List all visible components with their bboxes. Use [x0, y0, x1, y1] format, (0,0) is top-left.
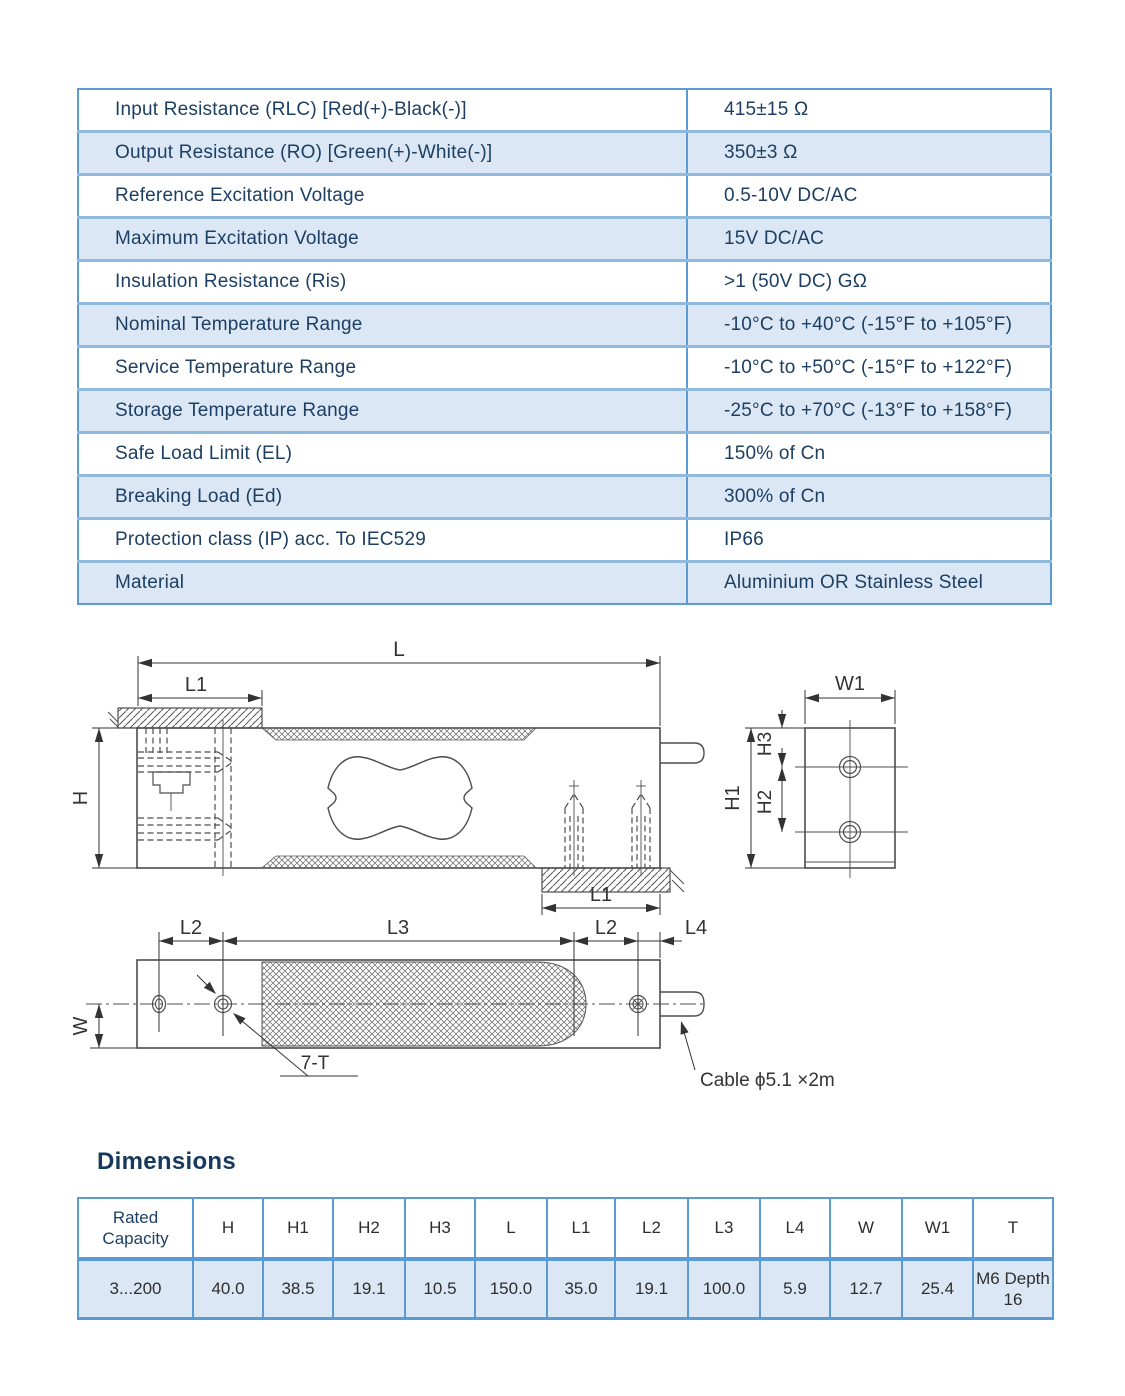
spec-value: 0.5-10V DC/AC: [687, 175, 1051, 218]
spec-value: -10°C to +50°C (-15°F to +122°F): [687, 347, 1051, 390]
column-header: L3: [688, 1198, 760, 1259]
table-row: [78, 519, 1051, 562]
dim-label-L1-bottom: L1: [589, 884, 613, 906]
spec-label: Safe Load Limit (EL): [78, 433, 687, 476]
table-row: [78, 390, 1051, 433]
dim-label-H3: H3: [755, 731, 776, 757]
dimension-value: 19.1: [615, 1259, 688, 1319]
spec-label: Material: [78, 562, 687, 605]
dim-label-W: W: [70, 1016, 92, 1036]
dimension-value: 3...200: [78, 1259, 193, 1319]
dimension-value: 150.0: [475, 1259, 547, 1319]
column-header: T: [973, 1198, 1053, 1259]
spec-table: [77, 88, 1052, 605]
spec-value: 15V DC/AC: [687, 218, 1051, 261]
column-header: H: [193, 1198, 263, 1259]
dimension-value: 5.9: [760, 1259, 830, 1319]
dimensions-heading: Dimensions: [97, 1148, 237, 1175]
spec-value: IP66: [687, 519, 1051, 562]
table-row: [78, 347, 1051, 390]
column-header: H2: [333, 1198, 405, 1259]
spec-label: Insulation Resistance (Ris): [78, 261, 687, 304]
spec-value: Aluminium OR Stainless Steel: [687, 562, 1051, 605]
spec-value: -25°C to +70°C (-13°F to +158°F): [687, 390, 1051, 433]
dimension-value: 19.1: [333, 1259, 405, 1319]
dim-label-L2-right: L2: [594, 917, 618, 939]
dimension-value: 25.4: [902, 1259, 973, 1319]
table-row: [78, 89, 1051, 132]
dim-label-L2-left: L2: [179, 917, 203, 939]
spec-label: Input Resistance (RLC) [Red(+)-Black(-)]: [78, 89, 687, 132]
dimension-value: 100.0: [688, 1259, 760, 1319]
hidden-threaded-hole: [565, 780, 583, 876]
dim-label-H: H: [70, 790, 92, 806]
table-row: [78, 476, 1051, 519]
end-view-drawing: [722, 673, 908, 878]
column-header: L4: [760, 1198, 830, 1259]
dim-label-L1-top: L1: [184, 674, 208, 696]
dimension-value: 35.0: [547, 1259, 615, 1319]
table-row: [78, 1259, 1053, 1319]
table-row: [78, 218, 1051, 261]
dim-label-L: L: [393, 638, 405, 661]
dimension-value: 10.5: [405, 1259, 475, 1319]
column-header: H1: [263, 1198, 333, 1259]
spec-label: Storage Temperature Range: [78, 390, 687, 433]
spec-value: 300% of Cn: [687, 476, 1051, 519]
column-header: W: [830, 1198, 902, 1259]
table-header-row: [78, 1198, 1053, 1259]
dim-label-L3: L3: [386, 917, 410, 939]
cable-note-label: Cable ϕ5.1 ×2m: [700, 1070, 835, 1091]
table-row: [78, 433, 1051, 476]
dim-label-W1: W1: [835, 673, 865, 695]
spec-value: 350±3 Ω: [687, 132, 1051, 175]
spec-value: -10°C to +40°C (-15°F to +105°F): [687, 304, 1051, 347]
spec-value: 415±15 Ω: [687, 89, 1051, 132]
spec-label: Maximum Excitation Voltage: [78, 218, 687, 261]
column-header: L1: [547, 1198, 615, 1259]
table-row: [78, 304, 1051, 347]
spec-value: >1 (50V DC) GΩ: [687, 261, 1051, 304]
bottom-view-drawing: [70, 917, 835, 1091]
technical-drawing: [0, 620, 1125, 1140]
spec-label: Nominal Temperature Range: [78, 304, 687, 347]
column-header: H3: [405, 1198, 475, 1259]
hidden-threaded-hole: [632, 780, 650, 876]
table-row: [78, 175, 1051, 218]
spec-value: 150% of Cn: [687, 433, 1051, 476]
dim-label-H1: H1: [722, 785, 744, 811]
dimensions-table: [77, 1197, 1054, 1320]
dim-label-L4: L4: [684, 917, 708, 939]
spec-label: Output Resistance (RO) [Green(+)-White(-)]: [78, 132, 687, 175]
table-row: [78, 562, 1051, 605]
spec-label: Service Temperature Range: [78, 347, 687, 390]
column-header: Rated Capacity: [78, 1198, 193, 1259]
side-view-drawing: [70, 638, 704, 915]
column-header: W1: [902, 1198, 973, 1259]
spec-label: Breaking Load (Ed): [78, 476, 687, 519]
dimension-value: 38.5: [263, 1259, 333, 1319]
column-header: L: [475, 1198, 547, 1259]
spec-label: Protection class (IP) acc. To IEC529: [78, 519, 687, 562]
dimension-value: M6 Depth 16: [973, 1259, 1053, 1319]
table-row: [78, 261, 1051, 304]
column-header: L2: [615, 1198, 688, 1259]
table-row: [78, 132, 1051, 175]
spec-label: Reference Excitation Voltage: [78, 175, 687, 218]
dimension-value: 40.0: [193, 1259, 263, 1319]
dimension-value: 12.7: [830, 1259, 902, 1319]
dim-label-H2: H2: [755, 789, 776, 815]
thread-callout-label: 7-T: [300, 1053, 330, 1074]
